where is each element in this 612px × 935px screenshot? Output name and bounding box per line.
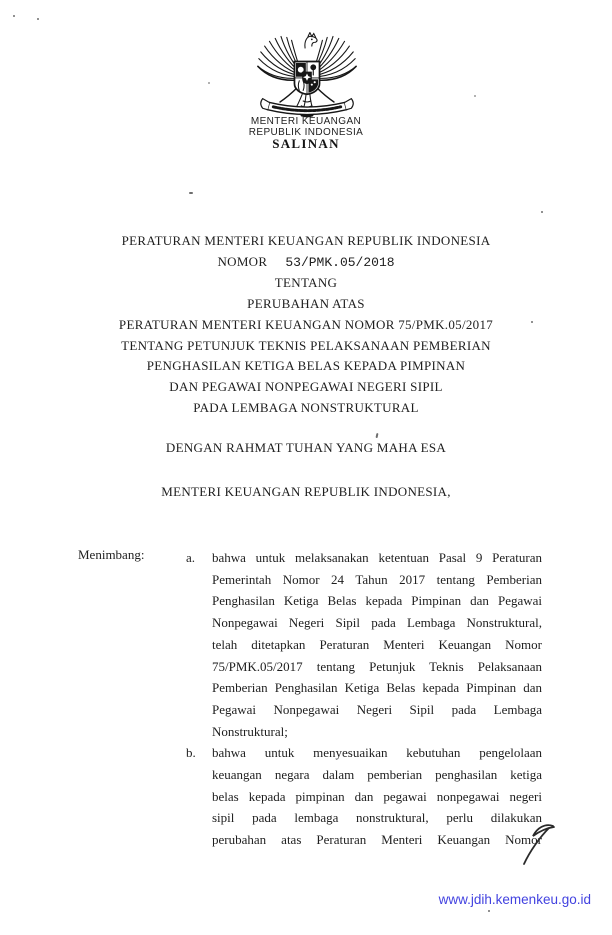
- title-line: TENTANG PETUNJUK TEKNIS PELAKSANAAN PEMBERIAN: [121, 337, 491, 353]
- text-line: perubahan atas Peraturan Menteri Keuangan Nomor: [212, 832, 542, 848]
- ministry-name-line2: REPUBLIK INDONESIA: [248, 127, 364, 138]
- regulation-title: [0, 231, 612, 418]
- scan-speck: [488, 910, 490, 912]
- jdih-url-link[interactable]: www.jdih.kemenkeu.go.id: [438, 892, 591, 907]
- title-line: PERATURAN MENTERI KEUANGAN REPUBLIK INDONESIA: [121, 233, 491, 248]
- text-line: Pegawai Nonpegawai Negeri Sipil pada Lembaga: [212, 701, 542, 717]
- item-marker: b.: [186, 745, 196, 761]
- item-marker: a.: [186, 550, 196, 565]
- title-line: TENTANG: [274, 275, 338, 291]
- title-number-line: [0, 252, 612, 274]
- text-line: keuangan negara dalam pemberian penghasilan ketiga: [212, 767, 542, 783]
- letterhead: [0, 116, 612, 151]
- ministry-name-line1: MENTERI KEUANGAN: [250, 116, 362, 127]
- scan-speck: [474, 95, 476, 97]
- nomor-label: NOMOR: [217, 253, 268, 269]
- scan-speck: [531, 321, 533, 323]
- title-line: PERUBAHAN ATAS: [247, 296, 365, 312]
- scan-speck: [375, 433, 378, 438]
- garuda-pancasila-emblem: [254, 32, 360, 118]
- nomor-value: 53/PMK.05/2018: [285, 254, 395, 270]
- scan-speck: [13, 15, 15, 17]
- copy-stamp: SALINAN: [272, 136, 340, 151]
- item-text: [212, 547, 542, 742]
- text-line: 75/PMK.05/2017 tentang Petunjuk Teknis Pelaksanaan: [212, 658, 542, 674]
- text-line: Nonpegawai Negeri Sipil pada Lembaga Nonstruktural,: [212, 615, 542, 631]
- scan-speck: [189, 192, 193, 194]
- scan-speck: [208, 82, 210, 84]
- invocation-line: DENGAN RAHMAT TUHAN YANG MAHA ESA: [165, 440, 447, 455]
- text-line: bahwa untuk menyesuaikan kebutuhan pengelolaan: [212, 745, 542, 761]
- considering-items: [186, 547, 542, 851]
- handwritten-paraf-icon: [521, 822, 559, 868]
- title-line: PERATURAN MENTERI KEUANGAN NOMOR 75/PMK.05/2017: [118, 316, 494, 332]
- considering-item-a: [186, 547, 542, 742]
- considering-item-b: [186, 742, 542, 851]
- considering-label: Menimbang:: [78, 547, 145, 562]
- title-line: PADA LEMBAGA NONSTRUKTURAL: [193, 399, 419, 415]
- authority-line: MENTERI KEUANGAN REPUBLIK INDONESIA,: [161, 484, 451, 499]
- scan-speck: [37, 18, 39, 20]
- text-line: Pemberian Penghasilan Ketiga Belas kepada Pimpinan dan: [212, 680, 542, 696]
- text-line: belas kepada pimpinan dan pegawai nonpegawai negeri: [212, 788, 542, 804]
- item-text: [212, 742, 542, 851]
- text-line: Nonstruktural;: [212, 723, 288, 739]
- text-line: Penghasilan Ketiga Belas kepada Pimpinan dan Pegawai: [212, 593, 542, 609]
- text-line: bahwa untuk melaksanakan ketentuan Pasal 9 Peraturan: [212, 550, 542, 565]
- text-line: sipil pada lembaga nonstruktural, perlu dilakukan: [212, 810, 542, 826]
- text-line: Pemerintah Nomor 24 Tahun 2017 tentang Pemberian: [212, 571, 542, 587]
- text-line: telah ditetapkan Peraturan Menteri Keuangan Nomor: [212, 636, 542, 652]
- title-line: DAN PEGAWAI NONPEGAWAI NEGERI SIPIL: [169, 378, 443, 394]
- scan-speck: [541, 211, 543, 213]
- title-line: PENGHASILAN KETIGA BELAS KEPADA PIMPINAN: [146, 358, 466, 374]
